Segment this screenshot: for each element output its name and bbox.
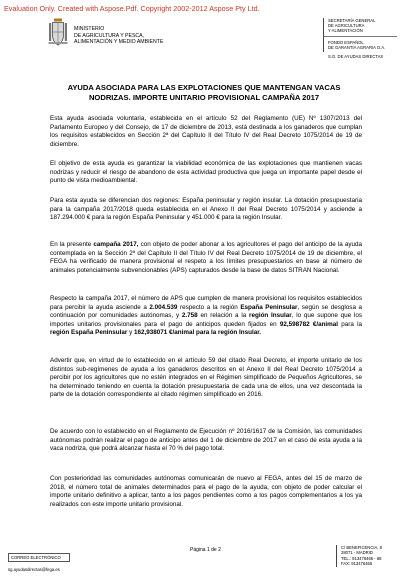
paragraph-anticipo: De acuerdo con lo establecido en el Reglamento de Ejecución nº 2016/1617 de la Comisión, las comunidades autónomas podrán realizar el pago de anticipo antes del 1 de diciembre de 2017 en el caso de esta ayuda a la vaca nodriza, que podrá alcanzar hasta el 70 % del pago total. (50, 428, 362, 453)
text-run: para la (338, 320, 362, 328)
bold-run: región España Peninsular (50, 329, 128, 337)
secretaria-line: Y ALIMENTACIÓN (328, 28, 363, 33)
bold-run: 92,598782 €/animal (279, 320, 339, 328)
text-run: respecto a la región (177, 303, 241, 311)
paragraph-posterioridad: Con posterioridad las comunidades autónomas comunicarán de nuevo al FEGA, antes del 15 de marzo de 2018, el número total de animales determinados para el pago de la ayuda, con objeto de poder calcular el importe unitario definitivo a aplicar, tanto a los pagos pendientes como a los pagos complementarios a los ya realizados con este importe unitario provisional. (50, 475, 362, 508)
address-line: FAX: 913476465 (341, 561, 373, 567)
bold-run: España Peninsular (240, 303, 298, 311)
paragraph-budget: Para esta ayuda se diferencian dos regiones: España peninsular y región insular. La dotación presupuestaria para la campaña 2017/2018 queda establecida en el Anexo II del Real Decreto 1075/2014 y asciende a 187.294.000 € para la región España Peninsular y 451.000 € para la región Insular. (50, 197, 362, 222)
footer-address (336, 545, 407, 567)
ministry-line: ALIMENTACIÓN Y MEDIO AMBIENTE (74, 39, 164, 46)
ministry-line: DE AGRICULTURA Y PESCA, (74, 32, 145, 39)
fega-block (323, 37, 397, 52)
text-run: , lo que supone que los importes unitarios provisionales para el pago de anticipos queden fijados en (50, 312, 362, 328)
secretaria-line: DE AGRICULTURA (328, 23, 365, 28)
footer-contact (8, 553, 70, 572)
bold-run: campaña 2017, (93, 241, 139, 248)
paragraph-campaign (50, 241, 362, 275)
bold-run: región Insular (249, 312, 292, 320)
page-number: Página 1 de 2 (190, 547, 221, 553)
address-line: TEL.: 913476466 - 68 (341, 555, 382, 561)
paragraph-advertir: Advertir que, en virtud de lo establecido en el artículo 59 del citado Real Decreto, el importe unitario de los distintos sub-regímenes de ayuda a los ganaderos descritos en el Anexo II del Real Decreto 1075/2014 a percibir por los agricultores que no estén integrados en el Régimen simplificado de Pequeños Agricultores, se ha determinado teniendo en cuenta la dotación presupuestaria de cada una de ellos, una vez descontada la parte de la dotación correspondiente al citado régimen simplificado en 2016. (50, 357, 362, 399)
document-title: AYUDA ASOCIADA PARA LAS EXPLOTACIONES QUE MANTENGAN VACAS NODRIZAS. IMPORTE UNITARIO PROVISIONAL CAMPAÑA 2017 (67, 83, 341, 102)
evaluation-watermark: Evaluation Only. Created with Aspose.Pdf. Copyright 2002-2012 Aspose Pty Ltd. (4, 4, 260, 13)
department-box (323, 18, 397, 59)
text-run: , según se desglosa a continuación por comunidades autónomas, y (50, 303, 363, 320)
paragraph-objective: El objetivo de esta ayuda es garantizar la viabilidad económica de las explotaciones que mantienen vacas nodrizas y reducir el riesgo de abandono de esta actividad productiva que juega un importante papel desde el punto de vista medioambiental. (50, 160, 362, 185)
text-run: y (127, 329, 134, 337)
bold-run: 2.758 (181, 312, 198, 320)
text-run: en relación a la (197, 312, 250, 320)
email-label: CORREO ELECTRÓNICO (8, 553, 70, 562)
address-line: 28071 - MADRID (341, 550, 373, 556)
email-address: sg.ayudasdirectas@fega.es (8, 567, 60, 572)
subdireccion-label: S.G. DE AYUDAS DIRECTAS (328, 54, 384, 59)
text-run: Respecto la campaña 2017, el número de APS que cumplen de manera provisional los requisitos establecidos para percibir la ayuda asciende a (50, 295, 362, 311)
text-run: En la presente (50, 241, 94, 248)
paragraph-intro: Esta ayuda asociada voluntaria, establecida en el artículo 52 del Reglamento (UE) Nº 1307/2013 del Parlamento Europeo y del Consejo, de 17 de diciembre de 2013, está destinada a los ganaderos que cumplan los requisitos establecidos en Sección 2ª del Capítulo II del Título IV del Real Decreto 1075/2014 de 19 de diciembre. (50, 115, 362, 148)
coat-of-arms-icon (46, 18, 70, 48)
ministry-name (74, 26, 163, 46)
paragraph-aps (50, 295, 362, 338)
secretaria-block (323, 18, 397, 37)
fega-line: FONDO ESPAÑOL (328, 40, 364, 45)
address-line: C/ BENEFICENCIA, 8 (341, 545, 382, 550)
bold-run: 2.004.539 (149, 303, 178, 311)
text-run: con objeto de poder abonar a los agricultores el pago del anticipo de la ayuda contemplada en la Sección 2ª del Capítulo II del Título IV del Real Decreto 1075/2014 de 19 de diciembre, el FEGA ha verificado de manera provisional el respeto a los límites presupuestarios en base al número de animales potencialmente subvencionables (APS) capturados desde la base de datos SITRAN Nacional. (50, 241, 363, 274)
secretaria-line: SECRETARÍA GENERAL (328, 18, 376, 23)
fega-line: DE GARANTÍA AGRARIA O.A. (328, 45, 386, 50)
ministry-line: MINISTERIO (74, 26, 105, 32)
bold-run: 162,938071 €/animal para la región Insular. (134, 329, 262, 337)
